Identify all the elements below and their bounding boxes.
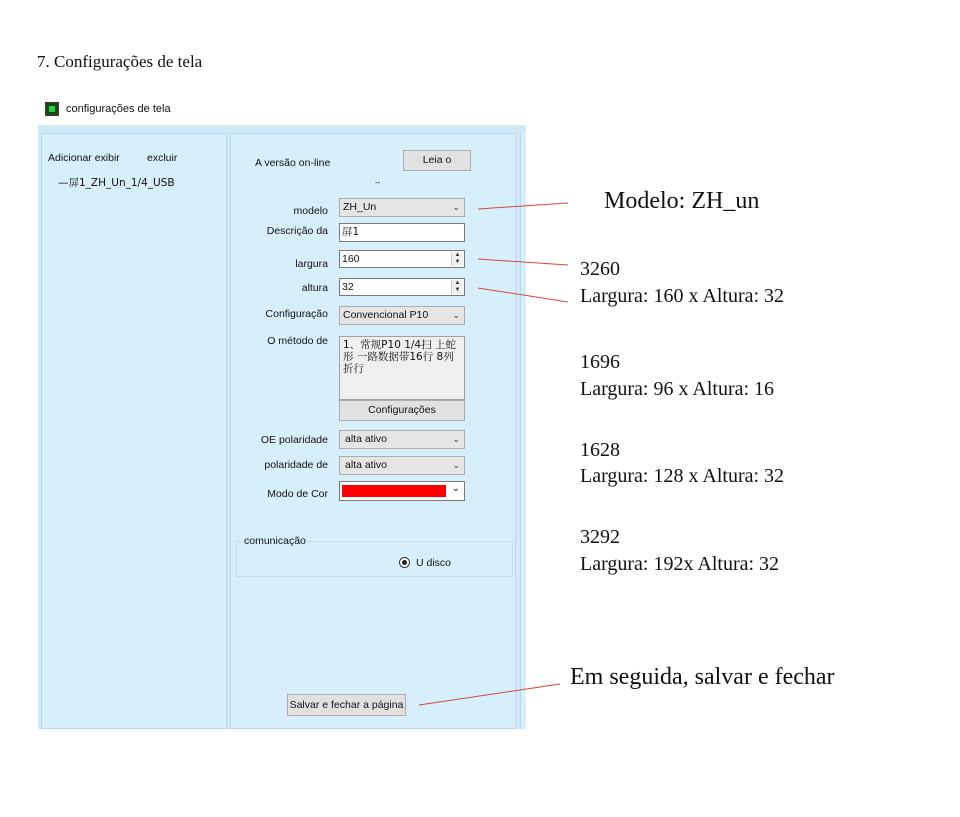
data-polarity-label: polaridade de — [264, 459, 328, 471]
description-label: Descrição da — [266, 225, 328, 237]
save-arrow-line — [419, 684, 560, 705]
chevron-down-icon: ⌄ — [452, 202, 460, 212]
communication-legend: comunicação — [244, 535, 306, 547]
delete-link[interactable]: excluir — [147, 152, 178, 164]
add-display-link[interactable]: Adicionar exibir — [48, 152, 120, 164]
settings-button[interactable]: Configurações — [339, 400, 465, 421]
width-arrow-line — [478, 259, 568, 265]
note-code-1: 3260 — [580, 258, 620, 280]
height-value: 32 — [342, 281, 354, 293]
note-code-4: 3292 — [580, 526, 620, 548]
version-value: -- — [375, 178, 381, 187]
height-arrow-line — [478, 288, 568, 302]
chevron-down-icon: ⌄ — [451, 483, 460, 494]
window-title: configurações de tela — [66, 103, 171, 115]
width-value: 160 — [342, 253, 360, 265]
data-polarity-value: alta ativo — [345, 459, 388, 471]
model-arrow-line — [478, 203, 568, 209]
width-label: largura — [295, 258, 328, 270]
spin-up-icon[interactable]: ▲ — [452, 252, 463, 259]
tree-item-screen[interactable]: —屏1_ZH_Un_1/4_USB — [58, 177, 175, 189]
description-input[interactable]: 屏1 — [339, 223, 465, 242]
color-mode-label: Modo de Cor — [267, 488, 328, 500]
read-button[interactable]: Leia o — [403, 150, 471, 171]
save-close-button[interactable]: Salvar e fechar a página — [287, 694, 406, 716]
note-dims-2: Largura: 96 x Altura: 16 — [580, 378, 775, 400]
config-label: Configuração — [265, 308, 328, 320]
spin-down-icon[interactable]: ▼ — [452, 287, 463, 294]
save-note: Em seguida, salvar e fechar — [570, 664, 835, 690]
section-title: 7. Configurações de tela — [37, 52, 203, 71]
oe-polarity-label: OE polaridade — [260, 434, 328, 446]
note-dims-1: Largura: 160 x Altura: 32 — [580, 285, 785, 307]
usb-disk-label[interactable]: U disco — [416, 557, 452, 569]
chevron-down-icon: ⌄ — [452, 434, 460, 444]
note-code-2: 1696 — [580, 351, 620, 373]
scan-method-textarea[interactable]: 1、常规P10 1/4扫 上蛇形 一路数据带16行 8列折行 — [339, 336, 465, 400]
spin-down-icon[interactable]: ▼ — [452, 259, 463, 266]
height-label: altura — [301, 282, 328, 294]
oe-polarity-value: alta ativo — [345, 433, 388, 445]
chevron-down-icon: ⌄ — [452, 310, 460, 320]
note-dims-3: Largura: 128 x Altura: 32 — [580, 465, 785, 487]
chevron-down-icon: ⌄ — [452, 460, 460, 470]
method-label: O método de — [267, 335, 328, 347]
config-select-value: Convencional P10 — [343, 309, 429, 321]
spin-up-icon[interactable]: ▲ — [452, 280, 463, 287]
model-label: modelo — [293, 205, 328, 217]
model-select-value: ZH_Un — [343, 201, 377, 213]
note-code-3: 1628 — [580, 439, 620, 461]
online-version-label: A versão on-line — [255, 157, 331, 169]
model-note: Modelo: ZH_un — [604, 188, 760, 214]
note-dims-4: Largura: 192x Altura: 32 — [580, 553, 780, 575]
